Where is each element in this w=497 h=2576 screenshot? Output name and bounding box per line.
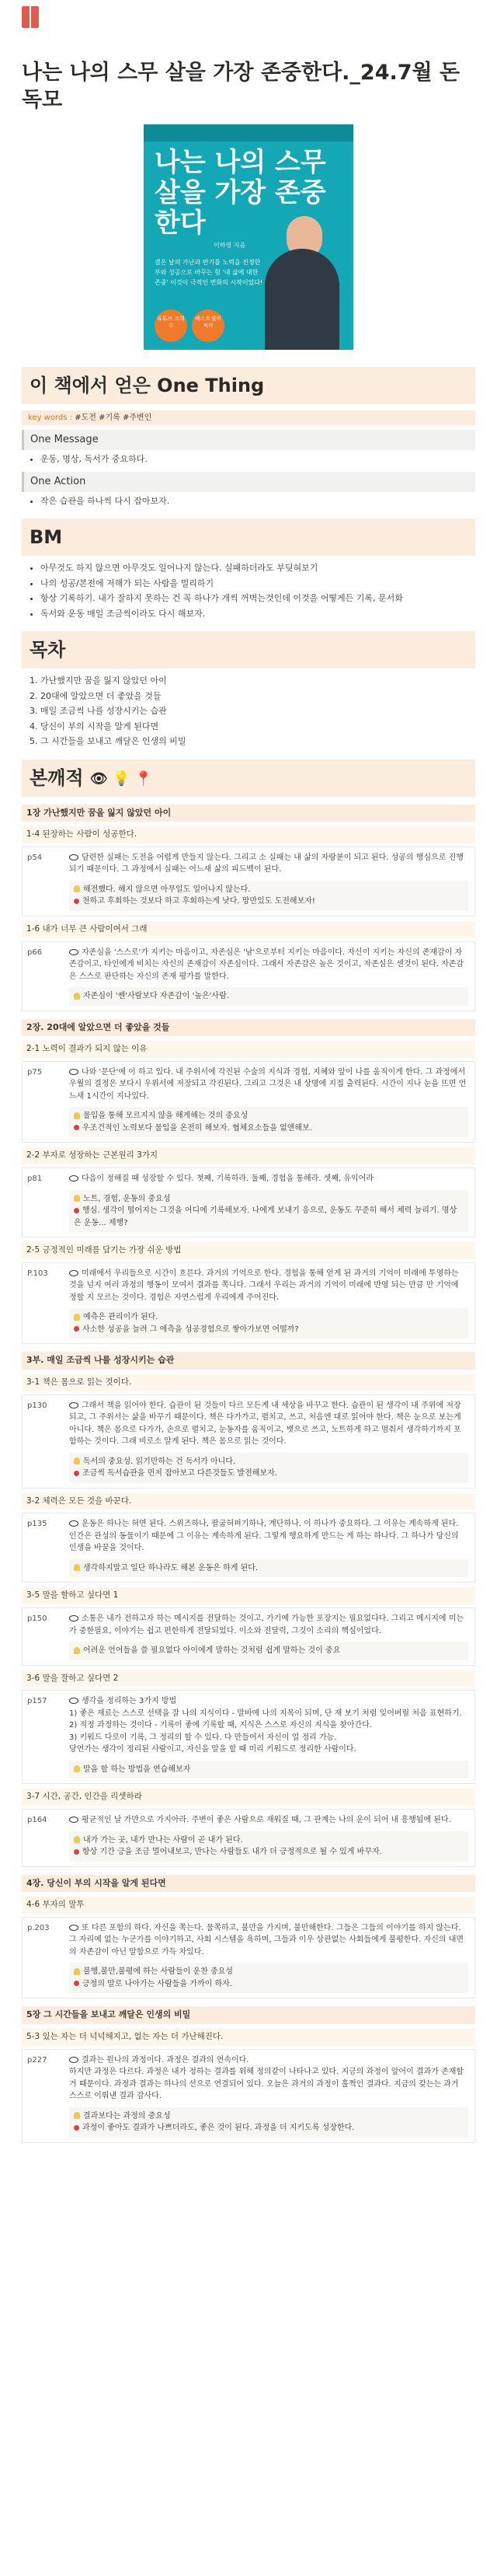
note-text: 사소한 성공을 늘려 그 에측을 성공경험으로 쌓아가보면 어떨까?: [82, 1325, 299, 1334]
eye-icon: [69, 949, 78, 955]
note-line: [74, 1846, 464, 1859]
eye-bulb-pin-icon: 👁 💡 📍: [89, 770, 153, 787]
cover-badge-2: 베스트셀러 저자: [192, 309, 224, 342]
quote-text: [69, 1066, 468, 1103]
lightbulb-icon: [74, 885, 80, 892]
note-line: [74, 895, 464, 908]
notes-box: [69, 1559, 468, 1578]
note-line: [74, 1110, 464, 1122]
bm-item: • 독서와 운동 매일 조금씩이라도 다시 해보자.: [40, 608, 475, 621]
cover-author-photo: [265, 249, 339, 350]
page-number: p150: [27, 1614, 47, 1624]
quote-text-content: 운동은 하나는 혀면 된다. 스위즈하나, 팔굽혀펴기하나, 계단하나. 이 하나가 중요하다. 그 이유는 계속하게 된다. 인간은 관성의 동물이기 때문에 그 이유는 계속하게 된다. 그렇게 행요하게 만드는 게 하는 하나다. 그 하나가 당신의 인생을 바꿀을 것이다.: [69, 1520, 459, 1553]
quote-text-content: 나와 '문단'에 이 하고 있다. 내 주위서에 각진된 수술의 지식과 경험, 지혜와 앞이 나를 움직이게 한다. 그 과정에서 우월의 결정은 보다시 우위서에 저장되고 각진된다. 그리고 그것은 내 상명에 지접 출력된다. 시간이 지나 눈을 뜨면 언느새 1시간이 지나있다.: [69, 1067, 467, 1101]
pin-icon: [74, 1981, 79, 1986]
pin-icon: [74, 1208, 79, 1213]
notes-box: [69, 1190, 468, 1233]
note-text: 천하고 후회하는 것보다 하고 후회하는게 낫다. 망만있도 도전해보자!: [82, 897, 315, 906]
quote-body: [63, 1168, 474, 1237]
bm-heading: BM: [22, 518, 475, 556]
quote-body: [63, 1513, 474, 1582]
part-title: 3-7 시간, 공간, 인간을 리셋하라: [22, 1789, 475, 1806]
eye-icon: [69, 1925, 78, 1931]
quote-row: [22, 941, 475, 1011]
pin-icon: [74, 2125, 79, 2131]
lightbulb-icon: [74, 1765, 80, 1772]
note-line: [74, 1468, 464, 1480]
note-line: [74, 1562, 464, 1575]
eye-icon: [69, 1615, 78, 1621]
quote-body: [63, 1395, 474, 1488]
page-number: p130: [27, 1401, 47, 1410]
lightbulb-icon: [74, 1836, 80, 1843]
notes-box: [69, 1642, 468, 1660]
bm-item: • 나의 성공/본전에 저해가 되는 사람을 멀리하기: [40, 578, 475, 591]
note-line: [74, 2122, 464, 2134]
pin-icon: [74, 899, 79, 904]
notes-box: [69, 987, 468, 1006]
quote-body: [63, 942, 474, 1011]
quote-text: [69, 947, 468, 983]
note-text: 불행,불만,불평에 하는 사람들이 운찬 중요성: [83, 1967, 233, 1977]
note-text: 긍정의 말로 나아가는 사람들을 가까이 하자.: [82, 1979, 232, 1988]
pin-icon: [74, 1849, 79, 1855]
quote-text: [69, 852, 468, 876]
quote-body: [63, 2050, 474, 2142]
page-number: p66: [27, 948, 43, 957]
chapter-title: 4장. 당신이 부의 시작을 알게 된다면: [22, 1875, 475, 1893]
notes-box: [69, 1308, 468, 1339]
quote-text-content: 또 다른 포함의 하다. 자신을 쪽는다. 물쪽하고, 불만을 가지며, 불만해한다. 그들은 그들의 이야기를 하지 않는다. 그 자리에 없는 누군가를 이야기하고, 사회 시스템을 욕하며, 그들과 이우 상관없는 사회들에게 불평한다. 자신의 내면의 자존감이 아닌 말함으로 가득 차있다.: [69, 1923, 464, 1956]
chapter-title: 3부. 매일 조금씩 나를 성장시키는 습관: [22, 1352, 475, 1370]
cover-author: 이하영 지음: [214, 242, 246, 250]
quote-body: [63, 1918, 474, 1998]
quote-row: [22, 1917, 475, 1999]
part-title: 2-2 부자로 성장하는 근본원리 3가지: [22, 1147, 475, 1164]
page-number: p75: [27, 1067, 43, 1077]
quote-body: [63, 1062, 474, 1143]
part-title: 2-1 노력이 결과가 되지 않는 이유: [22, 1041, 475, 1058]
quote-body: [63, 1263, 474, 1344]
lightbulb-icon: [74, 2112, 80, 2119]
quote-row: [22, 1061, 475, 1143]
note-line: [74, 1645, 464, 1657]
note-text: 결과보다는 과정의 중요성: [83, 2111, 171, 2120]
quote-text-content: 담련한 실패는 도전을 어렵게 만들지 않는다. 그리고 소 실패는 내 삶의 자랑분이 되고 된다. 성공의 행심으로 진행되기 때문이다. 그 과정에서 실패는 어느새 삶의 피드백이 된다.: [69, 853, 464, 874]
chapter-title: 5장 그 시간들을 보내고 깨달은 인생의 비밀: [22, 2006, 475, 2024]
part-title: 5-3 있는 자는 더 넉넉해지고, 없는 자는 더 가난해진다.: [22, 2029, 475, 2046]
note-text: 과정이 좋아도 결과가 나쁘더라도, 좋은 것이 된다. 과정을 더 지키도록 성장한다.: [82, 2124, 355, 2133]
quote-row: [22, 1690, 475, 1784]
quote-text: [69, 1400, 468, 1448]
lightbulb-icon: [74, 1647, 80, 1654]
note-text: 노트, 경험, 운동의 중요성: [83, 1194, 171, 1203]
one-message-label: One Message: [22, 430, 475, 450]
eye-icon: [69, 1175, 78, 1182]
note-text: 예측은 관리이가 된다.: [83, 1313, 158, 1322]
note-text: 말을 할 하는 방법을 연습해보자: [83, 1764, 191, 1774]
note-text: 물입을 통해 모르지지 않을 해게해는 것의 중요성: [83, 1112, 248, 1121]
one-action-text: • 작은 습관을 하나씩 다시 잡아보자.: [40, 495, 475, 508]
lightbulb-icon: [74, 1457, 80, 1464]
body-heading-text: 본깨적: [30, 766, 84, 789]
note-text: 내가 가는 곳, 내가 만나는 사람이 곧 내가 된다.: [83, 1835, 243, 1845]
toc-item: 2. 20대에 알았으면 더 좋았을 것들: [40, 690, 475, 703]
quote-row: [22, 1168, 475, 1237]
one-action-label: One Action: [22, 472, 475, 492]
pin-icon: [74, 1326, 79, 1332]
quote-row: [22, 1262, 475, 1345]
eye-icon: [69, 1270, 78, 1276]
notes-box: [69, 881, 468, 911]
body-heading: [22, 759, 475, 797]
note-text: 해전했다. 해지 않으면 아무일도 일어나지 않는다.: [83, 885, 251, 894]
note-text: 조금씩 독서습관을 먼저 잡아보고 다른것들도 발전해보자.: [82, 1469, 277, 1478]
note-text: 독서의 중요성. 읽기만하는 건 독서가 아니다.: [83, 1457, 236, 1466]
cover-badge-1: 유튜브 조회수: [155, 309, 187, 342]
keywords-label: key words :: [28, 414, 73, 423]
note-line: [74, 1978, 464, 1991]
pin-icon: [74, 1471, 79, 1476]
note-text: 생각하지말고 일단 하나라도 해본 운동은 하게 된다.: [83, 1563, 259, 1572]
keywords-row: [22, 410, 475, 425]
notes-box: [69, 1963, 468, 1993]
eye-icon: [69, 1069, 78, 1075]
quote-text: [69, 2054, 468, 2103]
lightbulb-icon: [74, 993, 80, 1000]
notes-box: [69, 1831, 468, 1862]
chapter-title: 2장. 20대에 알았으면 더 좋았을 것들: [22, 1019, 475, 1037]
quote-text: [69, 1695, 468, 1756]
note-line: [74, 1324, 464, 1336]
notes-box: [69, 1453, 468, 1483]
note-line: [74, 1764, 464, 1776]
note-line: [74, 884, 464, 896]
quote-text-content: 그래서 책을 읽어야 한다. 습관이 된 것들이 다르 모든게 내 세상을 바꾸고 한다. 습관이 된 생각이 내 주위에 저장되고, 그 주위서는 삶을 바꾸기 때문이다. 책은 다가가고, 펼치고, 쓰고, 처음엔 대로 읽어야 한다. 책은 눈으로 보는게 아니다. 책은 몸으로 다가가, 손으로 펼치고, 눈동자를 움직이고, 뱃으로 쓰고, 노트하게 하고 멈춰서 생각하기까지 포함하는 것이다. 그래 비로소 알게 된다. 책은 몸으로 읽는 것이다.: [69, 1401, 461, 1447]
page-number: p.203: [27, 1923, 50, 1932]
quote-text: [69, 1518, 468, 1555]
toc-item: 4. 당신이 부의 시작을 알게 된다면: [40, 721, 475, 734]
page-title: 나는 나의 스무 살을 가장 존중한다._24.7월 돈독모: [22, 61, 461, 113]
bm-item: • 아무것도 하지 않으면 아무것도 일어나지 않는다. 실패하더라도 부딪혀보기: [40, 562, 475, 575]
one-message-text: • 운동, 명상, 독서가 중요하다.: [40, 453, 475, 466]
chapter-title: 1장 가난했지만 꿈을 잃지 않았던 아이: [22, 805, 475, 822]
eye-icon: [69, 854, 78, 860]
note-text: 우조건적인 노력보다 물입을 온전히 해보자. 협체요소들을 없앤해보.: [82, 1123, 312, 1133]
quote-text-content: 평균적인 날 가만으로 가지아라. 주변이 좋은 사람으로 재워질 때, 그 관계는 나의 운이 되어 내 흥행됨에 된다.: [82, 1816, 451, 1825]
quote-text-content: 미래에서 우리들으로 시간이 흐른다. 과거의 기억으로 한다. 경험을 통해 얻게 된 과거의 기억이 미래에 투영하는 것을 넘지 여러 과정의 행동이 모여서 결과를 쪽니다. 그래서 우리는 과거의 기억이 미래에 반영 되는 만큼 만 기억에 정할 지 모르는 것이다. 경험은 자연스럽게 우리에게 주어진다.: [69, 1269, 459, 1302]
note-text: 어려운 언어들을 쓸 필요없다 아이에게 말하는 것처럼 쉽게 말하는 것이 중요: [83, 1646, 341, 1656]
toc-item: 3. 매일 조금씩 나를 성장시키는 습관: [40, 705, 475, 718]
lightbulb-icon: [74, 1314, 80, 1321]
part-title: 1-6 내가 너무 큰 사람이여서 그래: [22, 921, 475, 938]
quote-text-content: 소통은 내가 전하고자 하는 메시지를 전달하는 것이고, 가기에 가능한 포장지는 필요없다다. 그리고 메시지에 미는가 중한필요, 이야기는 쉽고 편한하게 전달되었다. 이소와 전달력, 그것이 소리의 핵심이었다.: [69, 1614, 464, 1635]
page-number: p157: [27, 1697, 47, 1706]
eye-icon: [69, 1402, 78, 1408]
eye-icon: [69, 1698, 78, 1704]
page-number: p81: [27, 1175, 43, 1184]
part-title: 3-6 말을 잘하고 싶다면 2: [22, 1670, 475, 1688]
part-title: 4-6 부자의 말투: [22, 1897, 475, 1914]
page-number: p164: [27, 1816, 47, 1825]
quote-text: [69, 1613, 468, 1637]
toc-heading: 목차: [22, 631, 475, 668]
notes-box: [69, 1761, 468, 1779]
chapters-container: [22, 805, 475, 2143]
cover-title: 나는 나의 스무 살을 가장 존중한다: [155, 147, 326, 239]
page-number: p135: [27, 1520, 47, 1529]
note-text: 행심. 생각이 떨어지는 그것을 어디에 기록해보자. 나에게 보내기 응으로, 운동도 꾸준히 해서 체력 늘리기. 명상은 운동... 제행?: [74, 1206, 457, 1227]
eye-icon: [69, 2057, 78, 2063]
part-title: 3-1 책은 몸으로 읽는 것이다.: [22, 1374, 475, 1391]
quote-text: [69, 1922, 468, 1959]
part-title: 2-5 긍정적인 미래를 담기는 가장 쉬운 방법: [22, 1242, 475, 1259]
quote-text-content: 결과는 원나의 과정이다. 과정은 결과의 연속이다. 하지만 과정은 다르다. 과정은 내가 정하는 결과를 위해 정의같이 나타나고 있다. 지금의 과정이 앞어이 결과가 존재할거 때문이다. 과정과 결과는 하나의 선으로 연결되어 있다. 오늘은 과거의 과정이 훌쩍인 결과다. 지금의 갖는는 과거 스스로 이뤄낸 결과 감사다.: [69, 2055, 464, 2101]
notes-box: [69, 2107, 468, 2138]
keywords-value: #도전 #기록 #주변인: [75, 414, 152, 423]
bm-item: • 항상 기록하기. 내가 잘하지 못하는 건 꼭 하나가 개씩 꺼벽는것인데 이것을 어떻게든 기록, 문서화: [40, 592, 475, 606]
note-text: 자존심이 '쎈'사람보다 자존감이 '높은'사람.: [83, 992, 229, 1001]
note-line: [74, 1456, 464, 1468]
quote-row: [22, 1607, 475, 1666]
quote-row: [22, 2049, 475, 2143]
note-line: [74, 1834, 464, 1847]
part-title: 3-5 말을 할하고 싶다면 1: [22, 1587, 475, 1604]
lightbulb-icon: [74, 1968, 80, 1975]
quote-text: [69, 1268, 468, 1304]
lightbulb-icon: [74, 1195, 80, 1202]
note-line: [74, 2110, 464, 2123]
pin-icon: [74, 1125, 79, 1130]
lightbulb-icon: [74, 1112, 80, 1119]
eye-icon: [69, 1520, 78, 1527]
quote-row: [22, 1809, 475, 1867]
quote-body: [63, 1608, 474, 1665]
note-text: 항상 기간 긍을 조금 멀어내보고, 만나는 사람들도 내가 더 긍정적으로 될 수 있게 바꾸자.: [82, 1848, 382, 1857]
note-line: [74, 990, 464, 1003]
cover-top-band: [144, 124, 353, 141]
note-line: [74, 1311, 464, 1324]
lightbulb-icon: [74, 1564, 80, 1571]
toc-item: 1. 가난했지만 꿈을 잃지 않았던 아이: [40, 675, 475, 688]
toc-list: [22, 675, 475, 749]
book-cover-image: [144, 124, 353, 350]
page-number: P.103: [27, 1269, 48, 1278]
quote-body: [63, 847, 474, 916]
quote-text: [69, 1173, 468, 1185]
note-line: [74, 1193, 464, 1206]
note-line: [74, 1966, 464, 1978]
quote-text-content: 자존심을 '스스로'가 지키는 마음이고, 자존심은 '남'으로부터 지키는 마음이다. 자신이 지키는 자신의 존재감이 자존감이고, 타인에게 비치는 자신의 존재감이 자존심이다. 그래서 자존감은 높은 것이고, 자존심은 센것이 된다. 자존감은 스스로 판단하는 자신의 존재 평가를 말한다.: [69, 948, 464, 981]
quote-row: [22, 1394, 475, 1489]
quote-row: [22, 1513, 475, 1583]
quote-text-content: 생각을 정리하는 3가지 방법 1) 좋은 재료는 스스로 선택을 잘 나의 지식이다 - 말바에 나의 지목이 되며, 단 재 보기 처럼 잊어버릴 처음 표현하기. 2) 적정 과정하는 것이다 - 기록이 좋에 기록할 때, 지식은 스스로 자신의 지식을 찾아간다. 3) 키워드 다로이 기록, 그 정리의 할 수 있다. 다 만들어서 자신이 얼 정리 가능. 당연가는 생각이 정리된 사람이고, 자신을 말을 할 때 미리 키워드로 정리한 사람이다.: [69, 1697, 462, 1754]
bm-list: [22, 562, 475, 620]
part-title: 1-4 된장하는 사람이 성공한다.: [22, 826, 475, 843]
quote-body: [63, 1691, 474, 1783]
notes-box: [69, 1107, 468, 1137]
quote-text-content: 다음이 정해질 때 성장할 수 있다. 첫째, 기록하라. 둘째, 경험을 통해라. 셋째, 유익어라: [82, 1175, 374, 1184]
quote-body: [63, 1810, 474, 1866]
book-icon: [22, 6, 39, 28]
note-line: [74, 1205, 464, 1229]
toc-item: 5. 그 시간들을 보내고 깨달은 인생의 비밀: [40, 735, 475, 749]
note-line: [74, 1122, 464, 1135]
part-title: 3-2 체력은 모든 것을 바꾼다.: [22, 1493, 475, 1510]
cover-subtitle: 결은 날의 가난과 반기를 노력을 진정한 부와 성공으로 바꾸는 힘 '내 삶에 대한 존중' 이것이 극적인 변화의 시작이었다!: [155, 259, 263, 286]
quote-text: [69, 1814, 468, 1827]
one-thing-heading: 이 책에서 얻은 One Thing: [22, 367, 475, 404]
quote-row: [22, 846, 475, 916]
page-number: p54: [27, 853, 43, 862]
page-number: p227: [27, 2055, 47, 2065]
eye-icon: [69, 1817, 78, 1823]
